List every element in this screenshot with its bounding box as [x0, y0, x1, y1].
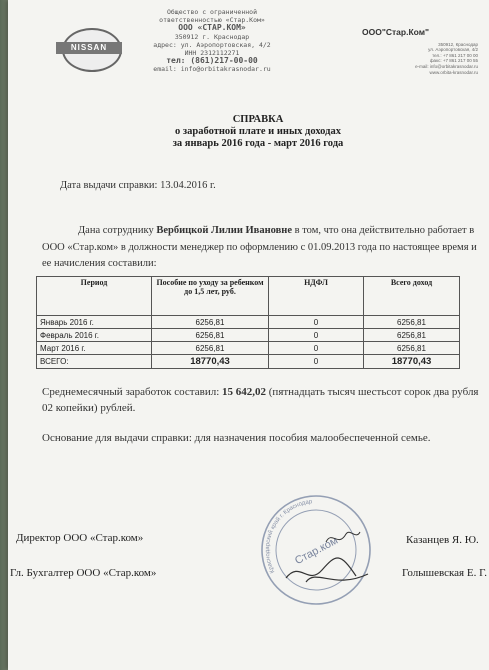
avg-amount: 15 642,02 [222, 386, 267, 398]
col-header: Период [37, 277, 152, 316]
right-header [358, 27, 478, 75]
cell-allowance: 6256,81 [152, 329, 269, 342]
basis-text: Основание для выдачи справки: для назначения пособия малообеспеченной семье. [42, 432, 431, 444]
cell-ndfl: 0 [269, 316, 364, 329]
body-prefix: Дана сотруднику [78, 225, 157, 236]
org-line: ИНН 2312112271 [184, 49, 240, 58]
table-row [37, 342, 460, 355]
table-row [37, 316, 460, 329]
table-total-row [37, 355, 460, 369]
seal-center-text: Стар.ком [292, 534, 340, 568]
cell-ndfl: 0 [269, 342, 364, 355]
org-line: 350912 г. Краснодар [174, 32, 250, 41]
title-line: СПРАВКА [232, 114, 284, 125]
avg-prefix: Среднемесячный заработок составил: [42, 386, 223, 398]
cell-allowance: 6256,81 [152, 316, 269, 329]
body-paragraph [42, 223, 482, 273]
cell-ndfl: 0 [269, 329, 364, 342]
cell-total: 6256,81 [364, 342, 460, 355]
body-suffix: в том, что она действительно работает в ООО «Стар.ком» в должности менеджер по оформлению с 01.09.2013 года по настоящее время и ее начисления составили: [42, 225, 477, 269]
company-seal-icon [256, 490, 376, 610]
cell-ndfl: 0 [269, 355, 364, 369]
cell-period: ВСЕГО: [37, 355, 152, 369]
address-line: www.orbita-krasnodar.ru [429, 69, 478, 75]
cell-total: 6256,81 [364, 316, 460, 329]
cell-allowance: 6256,81 [152, 342, 269, 355]
accountant-name: Голышевская Е. Г. [402, 567, 487, 579]
document-page [8, 0, 489, 670]
title-line: о заработной плате и иных доходах [175, 126, 341, 137]
address-line: 350912, Краснодар [438, 41, 478, 47]
seal-ring-text: Краснодарский край г. Краснодар [264, 499, 313, 574]
accountant-label: Гл. Бухгалтер ООО «Стар.ком» [10, 567, 157, 579]
table-row [37, 329, 460, 342]
org-line: Общество с ограниченной [166, 8, 257, 16]
address-line: тел.: +7 861 217 00 00 [432, 52, 478, 58]
address-line: e-mail: info@orbitakrasnodar.ru [415, 63, 478, 69]
average-earnings [42, 384, 482, 416]
right-company: ООО"Стар.Ком" [362, 27, 430, 37]
salary-table [36, 276, 460, 369]
employee-name: Вербицкой Лилии Ивановне [156, 225, 293, 236]
org-line: email: info@orbitakrasnodar.ru [153, 65, 271, 74]
director-label: Директор ООО «Стар.ком» [16, 532, 144, 544]
title-line: за январь 2016 года - март 2016 года [172, 138, 344, 149]
address-line: ул. Аэропортовская, 4/2 [428, 47, 478, 53]
col-header: НДФЛ [269, 277, 364, 316]
cell-period: Февраль 2016 г. [37, 329, 152, 342]
logo-text: NISSAN [56, 42, 122, 54]
cell-total: 18770,43 [364, 355, 460, 369]
org-line: ответственностью «Стар.Ком» [159, 16, 265, 25]
col-header: Пособие по уходу за ребенком до 1,5 лет, руб. [152, 277, 269, 316]
col-header: Всего доход [364, 277, 460, 316]
org-line: адрес: ул. Аэропортовская, 4/2 [153, 40, 271, 49]
cell-period: Март 2016 г. [37, 342, 152, 355]
org-line: тел: (861)217-00-00 [166, 56, 258, 66]
org-line: ООО «СТАР.КОМ» [178, 23, 246, 33]
address-line: факс: +7 861 217 00 55 [429, 58, 478, 64]
avg-suffix: (пятнадцать тысяч шестьсот сорок два рубля 02 копейки) рублей. [42, 386, 479, 414]
cell-allowance: 18770,43 [152, 355, 269, 369]
org-header-stamp [132, 8, 292, 74]
director-name: Казанцев Я. Ю. [406, 534, 479, 546]
table-header-row [37, 277, 460, 316]
document-title [128, 114, 388, 150]
cell-total: 6256,81 [364, 329, 460, 342]
cell-period: Январь 2016 г. [37, 316, 152, 329]
issue-date: Дата выдачи справки: 13.04.2016 г. [60, 180, 216, 191]
